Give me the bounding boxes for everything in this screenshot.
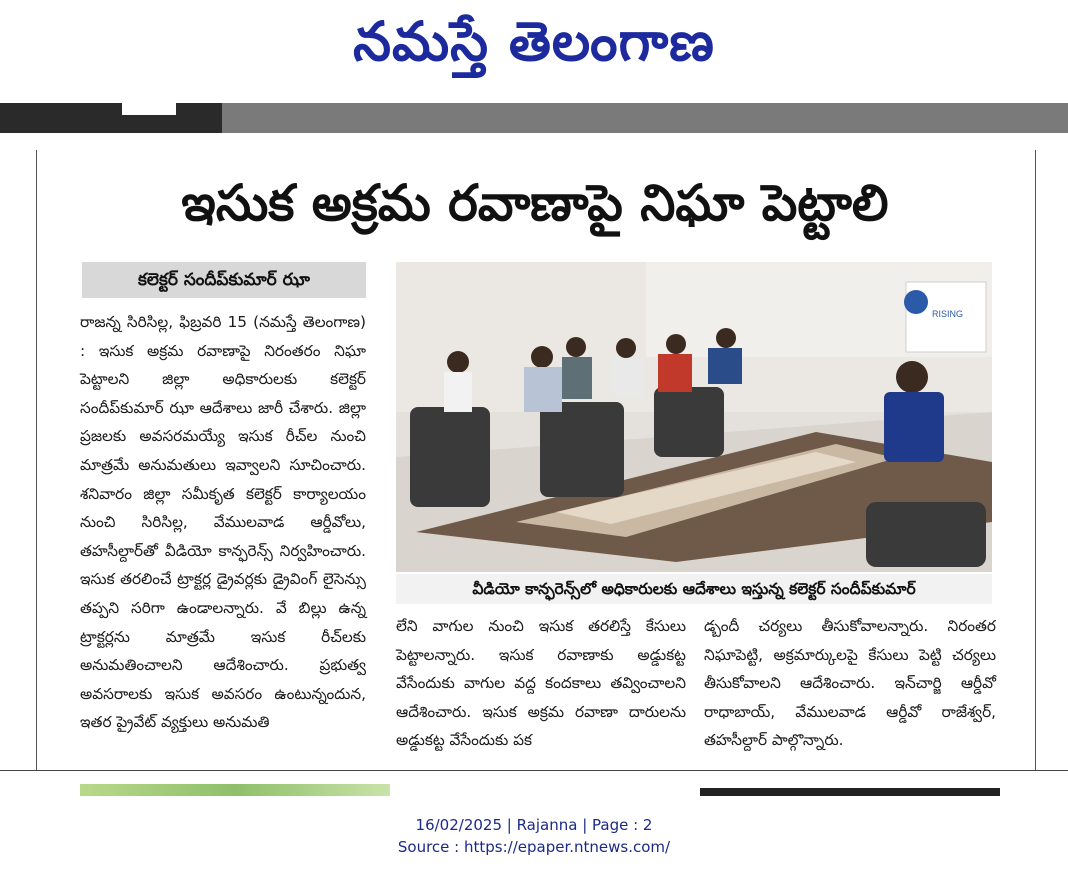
next-article-headline-strip bbox=[700, 788, 1000, 796]
article-column-left: రాజన్న సిరిసిల్ల, ఫిబ్రవరి 15 (నమస్తే తెలంగాణ) : ఇసుక అక్రమ రవాణాపై నిరంతరం నిఘా పెట్టాలని జిల్లా అధికారులకు కలెక్టర్ సందీప్‌కుమార్ ఝా ఆదేశాలు జారీ చేశారు. జిల్లా ప్రజలకు అవసరమయ్యే ఇసుక రీచ్‌ల నుంచి మాత్రమే అనుమతులు ఇవ్వాలని సూచించారు. శనివారం జిల్లా సమీకృత కలెక్టర్ కార్యాలయం నుంచి సిరిసిల్ల, వేములవాడ ఆర్డీవోలు, తహసీల్దార్‌తో వీడియో కాన్ఫరెన్స్ నిర్వహించారు. ఇసుక తరలించే ట్రాక్టర్ల డ్రైవర్లకు డ్రైవింగ్ లైసెన్సు తప్పని సరిగా ఉండాలన్నారు. వే బిల్లు ఉన్న ట్రాక్టర్లను మాత్రమే ఇసుక రీచ్‌లకు అనుమతించాలని ఆదేశించారు. ప్రభుత్వ అవసరాలకు ఇసుక అవసరం ఉంటున్నందున, ఇతర ప్రైవేట్ వ్యక్తులు అనుమతి bbox=[80, 313, 366, 732]
meeting-photo-illustration bbox=[396, 262, 992, 572]
next-article-image-strip bbox=[80, 784, 390, 796]
frame-left-rule bbox=[36, 150, 37, 770]
photo-sign-text: RISING bbox=[932, 309, 964, 319]
article-headline: ఇసుక అక్రమ రవాణాపై నిఘా పెట్టాలి bbox=[181, 174, 889, 232]
frame-right-rule bbox=[1035, 150, 1036, 770]
source-link[interactable]: Source : https://epaper.ntnews.com/ bbox=[397, 838, 671, 856]
frame-bottom-rule bbox=[0, 770, 1068, 771]
photo-caption: వీడియో కాన్ఫరెన్స్‌లో అధికారులకు ఆదేశాలు ఇస్తున్న కలెక్టర్ సందీప్‌కుమార్ bbox=[396, 574, 992, 604]
article-photo bbox=[396, 262, 992, 572]
section-bar-notch bbox=[122, 103, 176, 115]
article-column-middle: లేని వాగుల నుంచి ఇసుక తరలిస్తే కేసులు పెట్టాలన్నారు. ఇసుక రవాణాకు అడ్డుకట్ట వేసేందుకు వాగుల వద్ద కందకాలు తవ్వించాలని ఆదేశించారు. ఇసుక అక్రమ రవాణా దారులను అడ్డుకట్ట వేసేందుకు పక bbox=[396, 617, 686, 750]
page-meta: 16/02/2025 | Rajanna | Page : 2 bbox=[415, 816, 653, 834]
section-bar-dark bbox=[0, 103, 222, 133]
newspaper-masthead: నమస్తే తెలంగాణ bbox=[353, 10, 715, 73]
article-column-right: డ్బందీ చర్యలు తీసుకోవాలన్నారు. నిరంతర నిఘాపెట్టి, అక్రమార్కులపై కేసులు పెట్టి చర్యలు తీసుకోవాలని ఆదేశించారు. ఇన్‌చార్జి ఆర్డీవో రాధాబాయ్, వేములవాడ ఆర్డీవో రాజేశ్వర్, తహసీల్దార్ పాల్గొన్నారు. bbox=[704, 617, 996, 750]
article-subheadline: కలెక్టర్ సందీప్‌కుమార్ ఝా bbox=[82, 262, 366, 298]
